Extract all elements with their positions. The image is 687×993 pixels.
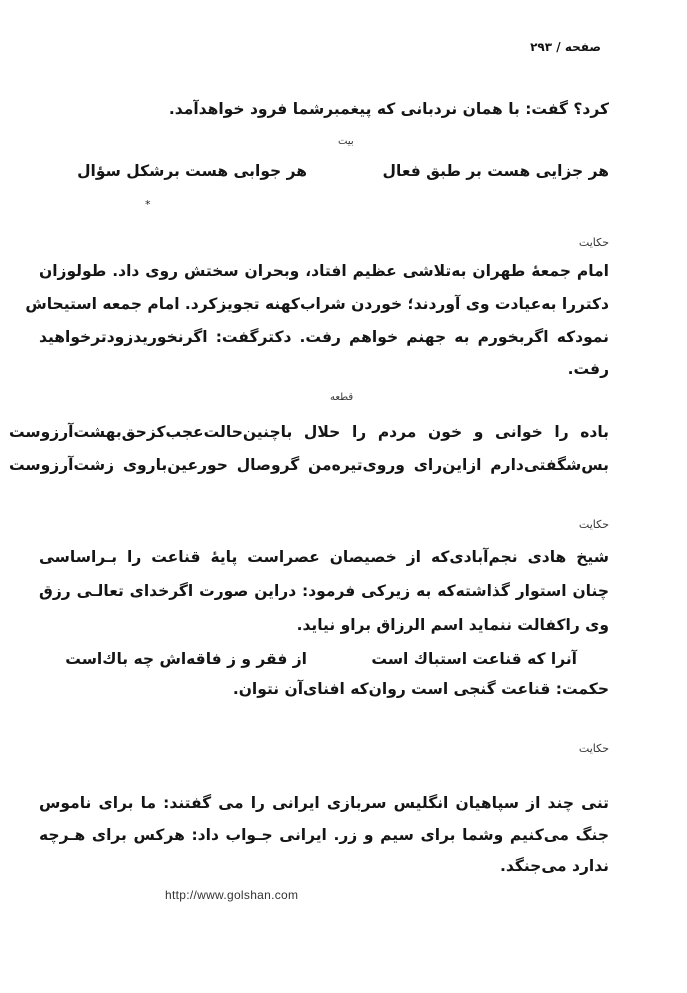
section-heading-1: حکایت xyxy=(578,236,609,249)
body-line: نمودکه اگربخورم به جهنم خواهم رفت. دکترگفت: اگرنخوریدزودترخواهید xyxy=(39,328,609,346)
separator-mark: * xyxy=(145,198,151,211)
footer-url[interactable]: http://www.golshan.com xyxy=(165,888,299,902)
section-heading-2: حکایت xyxy=(578,518,609,531)
verse-right-half: آنرا که قناعت استباك است xyxy=(371,650,577,668)
bayt-label: بیت xyxy=(338,136,354,147)
body-line: تنی چند از سپاهیان انگلیس سربازی ایرانی را می گفتند: ما برای ناموس xyxy=(39,794,609,812)
verse-right-half: هر جزایی هست بر طبق فعال xyxy=(382,162,609,180)
body-line: وی راکفالت ننماید اسم الرزاق براو نیاید. xyxy=(296,616,609,634)
body-line: امام جمعهٔ طهران به‌تلاشی عظیم افتاد، وبحران سختش روی داد. طولوزان xyxy=(39,262,609,280)
verse-left-half: از فقر و ز فاقه‌اش چه باك‌است xyxy=(65,650,307,668)
body-line: رفت. xyxy=(567,360,609,378)
body-line: چنان استوار گذاشته‌که به زیرکی فرمود: دراین صورت اگرخدای تعالـی رزق xyxy=(39,582,609,600)
poem-line: بس‌شگفتی‌دارم ازاین‌رای وروی‌تیره‌من گروصال حورعین‌باروی زشت‌آرزوست xyxy=(9,456,609,474)
body-line: جنگ می‌کنیم وشما برای سیم و زر. ایرانی جـواب داد: هرکس برای هـرچه xyxy=(39,826,609,844)
section-heading-3: حکایت xyxy=(578,742,609,755)
intro-line: کرد؟ گفت: با همان نردبانی که پیغمبرشما فرود خواهدآمد. xyxy=(168,100,609,118)
qeteh-label: قطعه xyxy=(330,392,354,403)
page-number: صفحه / ۲۹۳ xyxy=(530,40,601,54)
body-line: ندارد می‌جنگد. xyxy=(500,857,609,875)
verse-left-half: هر جوابی هست برشکل سؤال xyxy=(77,162,307,180)
poem-line: باده را خوانی و خون مردم را حلال باچنین‌حالت‌عجب‌کزحق‌بهشت‌آرزوست xyxy=(9,423,609,441)
hikmat-line: حکمت: قناعت گنجی است روان‌که افنای‌آن نتوان. xyxy=(232,680,609,698)
body-line: شیخ هادی نجم‌آبادی‌که از خصیصان عصراست پایهٔ قناعت را بـراساسی xyxy=(39,548,609,566)
body-line: دکتررا به‌عیادت وی آوردند؛ خوردن شراب‌کهنه تجویزکرد. امام جمعه استیحاش xyxy=(25,295,609,313)
